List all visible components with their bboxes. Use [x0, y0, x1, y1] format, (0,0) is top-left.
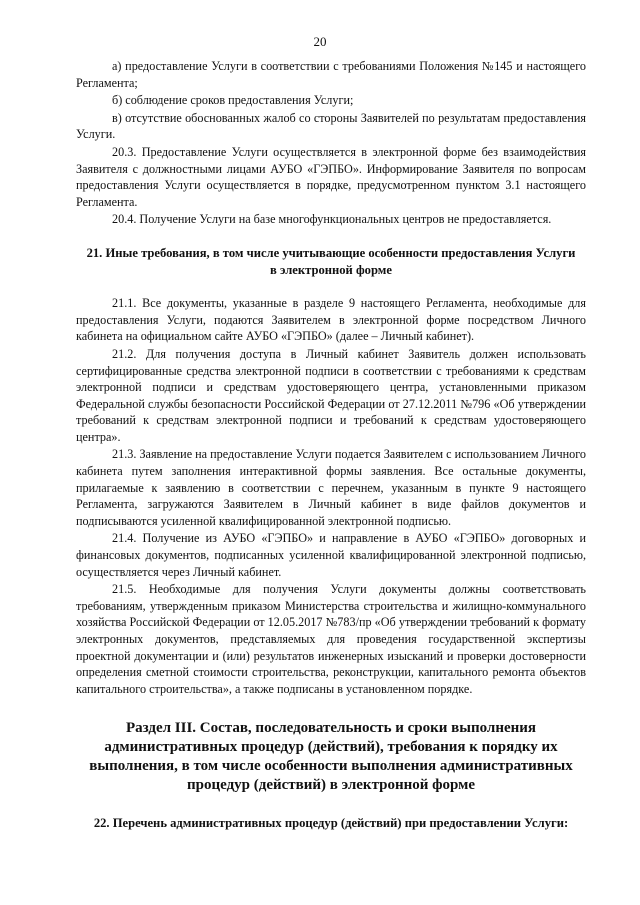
- page-number: 20: [313, 34, 327, 49]
- paragraph-21-2: 21.2. Для получения доступа в Личный кабинет Заявитель должен использовать сертифицированные средства электронной подписи в соответствии с требованиями к средствам электронной подписи и средствам удостоверяющего центра, установленными приказом Федеральной службы безопасности Российской Федерации от 27.12.2011 №796 «Об утверждении требований к средствам электронной подписи и требований к средствам удостоверяющего центра».: [76, 346, 586, 444]
- paragraph-20-3: 20.3. Предоставление Услуги осуществляется в электронной форме без взаимодействия Заявителя с должностными лицами АУБО «ГЭПБО». Информирование Заявителя по вопросам предоставления Услуги осуществляется в порядке, предусмотренном пунктом 3.1 настоящего Регламента.: [76, 144, 586, 209]
- list-item-a: а) предоставление Услуги в соответствии с требованиями Положения №145 и настоящего Регламента;: [76, 59, 586, 90]
- list-item-b: б) соблюдение сроков предоставления Услуги;: [112, 93, 354, 108]
- heading-21: 21. Иные требования, в том числе учитывающие особенности предоставления Услуги в электронной форме: [86, 245, 576, 277]
- list-item-c: в) отсутствие обоснованных жалоб со стороны Заявителей по результатам предоставления Услуги.: [76, 110, 586, 142]
- paragraph-21-3: 21.3. Заявление на предоставление Услуги подается Заявителем с использованием Личного кабинета путем заполнения интерактивной формы заявления. Все остальные документы, прилагаемые к заявлению в соответствии с перечнем, указанным в пункте 9 настоящего Регламента, загружаются Заявителем в Личный кабинет в виде файлов документов и подписываются усиленной квалифицированной электронной подписью.: [76, 447, 586, 528]
- paragraph-21-5: 21.5. Необходимые для получения Услуги документы должны соответствовать требованиям, утвержденным приказом Министерства строительства и жилищно-коммунального хозяйства Российской Федерации от 12.05.2017 №783/пр «Об утверждении требований к формату электронных документов, представляемых для проведения государственной экспертизы проектной документации и (или) результатов инженерных изысканий и проверки достоверности определения сметной стоимости строительства, реконструкции, капитального ремонта объектов капитального строительства», а также подписаны в установленном порядке.: [76, 582, 586, 696]
- document-body: [76, 58, 586, 832]
- paragraph-21-4: 21.4. Получение из АУБО «ГЭПБО» и направление в АУБО «ГЭПБО» договорных и финансовых документов, подписанных усиленной квалифицированной электронной подписью, осуществляется через Личный кабинет.: [76, 531, 586, 579]
- paragraph-21-1: 21.1. Все документы, указанные в разделе 9 настоящего Регламента, необходимые для предоставления Услуги, подаются Заявителем в электронной форме посредством Личного кабинета на официальном сайте АУБО «ГЭПБО» (далее – Личный кабинет).: [76, 296, 586, 344]
- section-3-heading: Раздел III. Состав, последовательность и сроки выполнения административных процедур (действий), требования к порядку их выполнения, в том числе особенности выполнения административных процедур (действий) в электронной форме: [89, 720, 573, 794]
- paragraph-20-4: 20.4. Получение Услуги на базе многофункциональных центров не предоставляется.: [112, 212, 552, 227]
- heading-22: 22. Перечень административных процедур (действий) при предоставлении Услуги:: [93, 816, 569, 831]
